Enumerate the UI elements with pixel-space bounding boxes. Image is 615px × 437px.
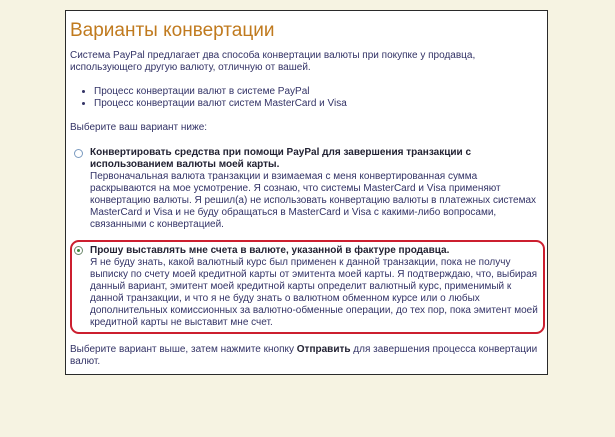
paypal-conversion-radio[interactable]	[74, 149, 83, 158]
option-description: Первоначальная валюта транзакции и взимаемая с меня конвертированная сумма раскрываются на мое усмотрение. Я сознаю, что системы MasterCard и Visa применяют конвертацию валюты. Я решил(а) не использовать конвертацию валюты в платежных системах MasterCard и Visa и не буду обращаться в MasterCard и Visa с какими-либо вопросами, связанными с конвертацией.	[90, 171, 537, 230]
choose-option-prompt: Выберите ваш вариант ниже:	[70, 122, 208, 133]
option-title: Прошу выставлять мне счета в валюте, указанной в фактуре продавца.	[90, 245, 450, 256]
list-item: • Процесс конвертации валют систем MasterCard и Visa	[94, 98, 543, 110]
footer-instructions	[70, 344, 543, 368]
list-item: • Процесс конвертации валют в системе PayPal	[94, 86, 543, 98]
conversion-options-panel	[65, 10, 548, 375]
option-paypal-conversion[interactable]	[70, 144, 543, 234]
intro-text: Система PayPal предлагает два способа конвертации валюты при покупке у продавца, использующего другую валюту, отличную от вашей.	[70, 50, 476, 73]
option-description: Я не буду знать, какой валютный курс был применен к данной транзакции, пока не получу выписку по счету моей кредитной карты от эмитента моей карты. Я подтверждаю, что, выбирая данный вариант, эмитент моей кредитной карты определит валютный курс, применимый к данной транзакции, и что я не буду знать о валютном обменном курсе или о любых дополнительных комиссионных за валютно-обменные операции, до тех пор, пока эмитент моей кредитной карты не выставит мне счет.	[90, 257, 538, 328]
seller-currency-radio[interactable]	[74, 246, 83, 255]
option-title: Конвертировать средства при помощи PayPal для завершения транзакции с использованием валюты моей карты.	[90, 147, 472, 170]
footer-text-after: для завершения процесса конвертации валют.	[70, 344, 538, 367]
option-seller-currency[interactable]	[70, 240, 545, 334]
submit-button-name: Отправить	[296, 344, 351, 355]
footer-text-before: Выберите вариант выше, затем нажмите кнопку	[70, 344, 297, 355]
conversion-methods-list	[70, 86, 543, 110]
page-title: Варианты конвертации	[70, 20, 275, 41]
